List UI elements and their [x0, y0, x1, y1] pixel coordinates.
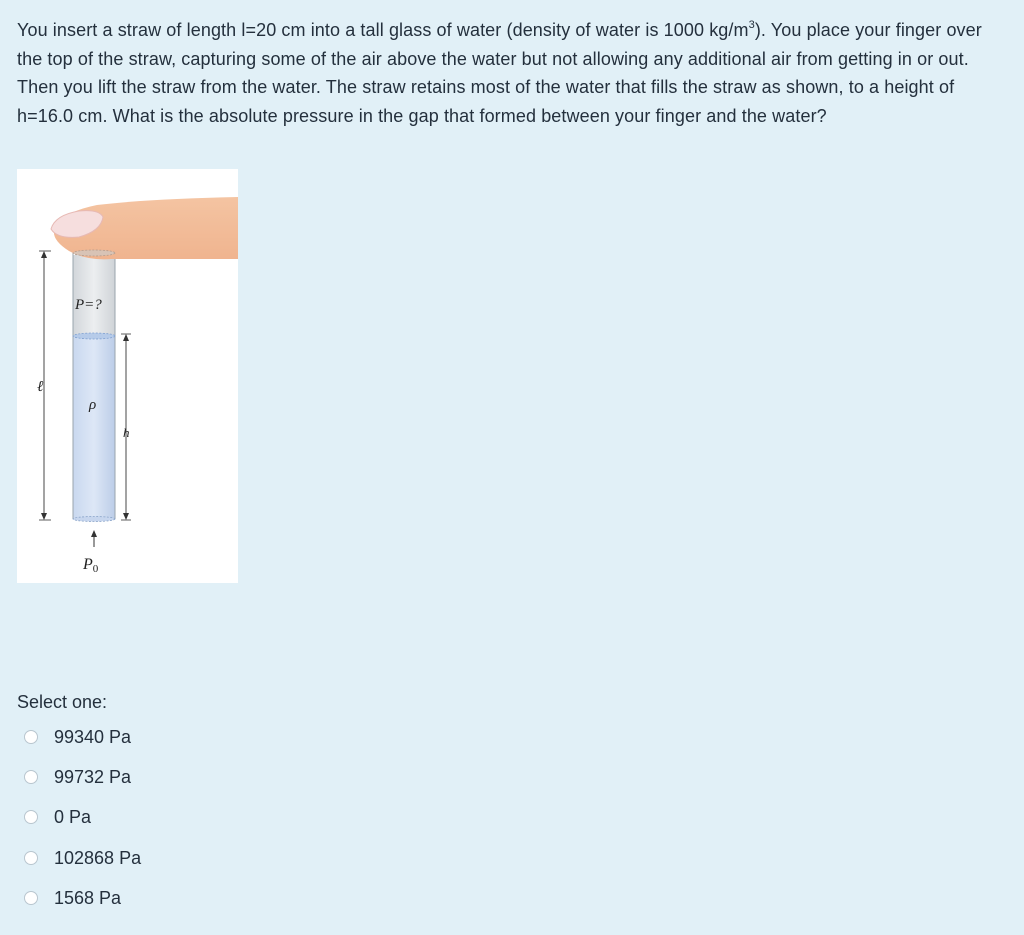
p0-arrow-head: [91, 530, 97, 537]
water-surface: [73, 333, 115, 339]
height-arrow-bottom: [123, 513, 129, 520]
height-arrow-top: [123, 334, 129, 341]
option-label: 1568 Pa: [54, 887, 122, 908]
question-text-part1: You insert a straw of length l=20 cm into a tall glass of water (density of water is 1000 kg/m: [17, 20, 749, 40]
straw-top-opening: [73, 250, 115, 256]
label-p0: [82, 556, 99, 575]
question-superscript: 3: [748, 19, 755, 31]
straw-air-gap: [73, 255, 115, 336]
label-p0-sub: 0: [92, 563, 99, 575]
length-arrow-top: [41, 251, 47, 258]
question-text: [17, 16, 1009, 130]
option-1[interactable]: [24, 722, 131, 752]
label-pressure-unknown: P=?: [75, 297, 102, 313]
label-density: ρ: [89, 397, 97, 413]
straw-diagram: [17, 169, 238, 583]
straw-bottom-opening: [73, 517, 115, 522]
option-2[interactable]: [24, 762, 131, 792]
option-label: 99340 Pa: [54, 726, 132, 747]
option-5[interactable]: [24, 883, 121, 913]
option-label: 0 Pa: [54, 806, 92, 827]
radio-option-4[interactable]: [24, 851, 38, 865]
straw-water-column: [73, 336, 115, 519]
label-height: h: [123, 425, 130, 440]
option-label: 99732 Pa: [54, 766, 132, 787]
select-one-prompt: Select one:: [17, 692, 108, 712]
radio-option-5[interactable]: [24, 891, 38, 905]
label-length: ℓ: [37, 379, 44, 395]
radio-option-3[interactable]: [24, 810, 38, 824]
option-label: 102868 Pa: [54, 847, 142, 868]
question-text-part2: ). You place your finger over the top of the straw, capturing some of the air above the water but not allowing any additional air from getting in or out. Then you lift the straw from the water. The straw retains most of the water that fills the straw as shown, to a height of h=16.0 cm. What is the absolute pressure in the gap that formed between your finger and the water?: [17, 20, 982, 126]
length-arrow-bottom: [41, 513, 47, 520]
radio-option-2[interactable]: [24, 770, 38, 784]
label-p0-main: P: [83, 556, 93, 573]
option-4[interactable]: [24, 843, 141, 873]
radio-option-1[interactable]: [24, 730, 38, 744]
option-3[interactable]: [24, 802, 91, 832]
straw-figure: [17, 169, 238, 583]
